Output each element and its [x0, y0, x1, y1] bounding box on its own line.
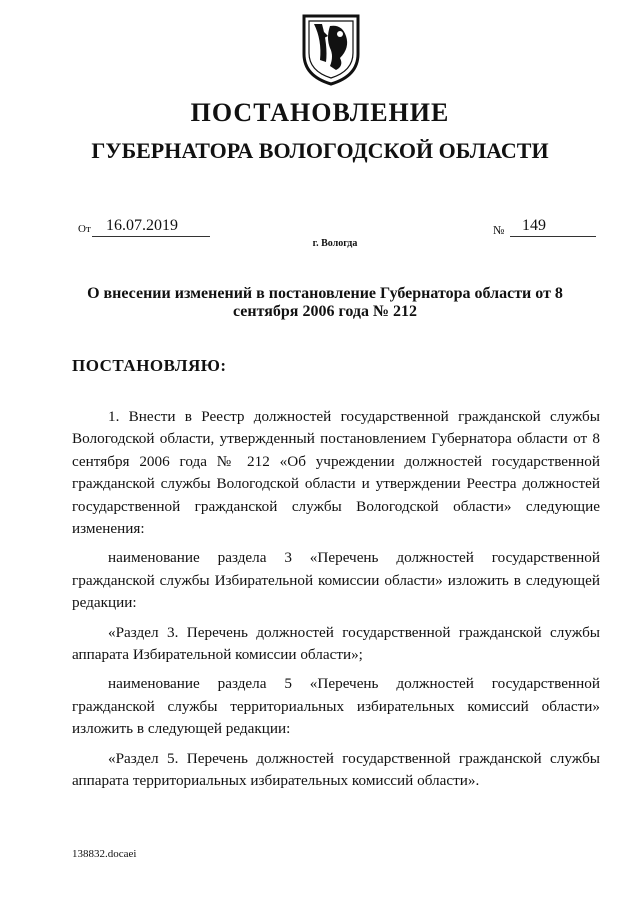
document-number: 149	[510, 217, 596, 237]
document-date: 16.07.2019	[92, 217, 210, 237]
document-title: ПОСТАНОВЛЕНИЕ	[190, 98, 450, 127]
document-issuer: ГУБЕРНАТОРА ВОЛОГОДСКОЙ ОБЛАСТИ	[91, 138, 549, 163]
ruling-heading: ПОСТАНОВЛЯЮ:	[72, 356, 227, 375]
paragraph: «Раздел 5. Перечень должностей государственной гражданской службы аппарата территориальных избирательных комиссий области».	[72, 749, 600, 790]
paragraph: наименование раздела 3 «Перечень должностей государственной гражданской службы Избирательной комиссии области» изложить в следующей редакции:	[72, 549, 600, 612]
document-body	[72, 406, 600, 800]
paragraph: «Раздел 3. Перечень должностей государственной гражданской службы аппарата Избирательной комиссии области»;	[72, 623, 600, 664]
document-subject: О внесении изменений в постановление Губернатора области от 8 сентября 2006 года № 212	[87, 285, 563, 320]
paragraph: наименование раздела 5 «Перечень должностей государственной гражданской службы территориальных избирательных комиссий области» изложить в следующей редакции:	[72, 675, 600, 738]
file-reference: 138832.docaei	[72, 848, 137, 860]
paragraph: 1. Внести в Реестр должностей государственной гражданской службы Вологодской области, утвержденный постановлением Губернатора области от 8 сентября 2006 года № 212 «Об учреждении должностей государственной гражданской службы Вологодской области и утверждении Реестра должностей государственной гражданской службы Вологодской области» следующие изменения:	[72, 408, 600, 538]
coat-of-arms-icon	[300, 10, 362, 86]
city-label: г. Вологда	[312, 238, 358, 249]
number-label: №	[493, 223, 505, 237]
date-label: От	[78, 223, 91, 235]
